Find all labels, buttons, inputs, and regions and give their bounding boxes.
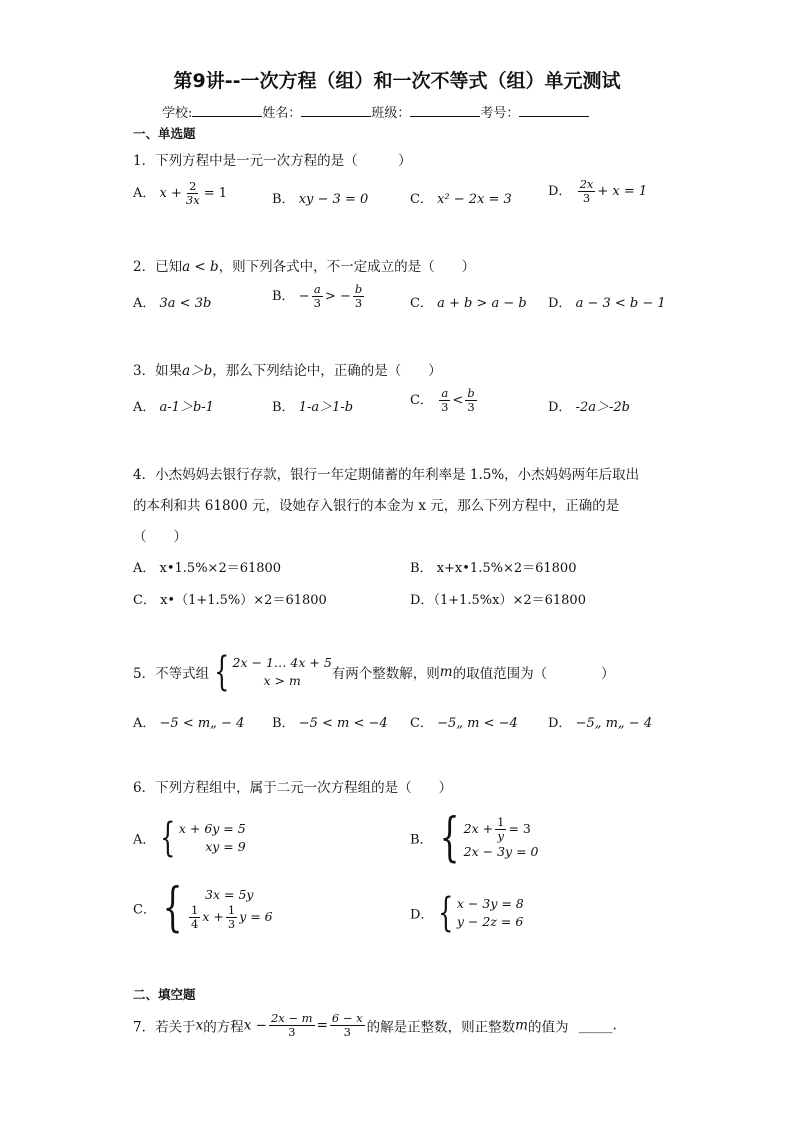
q7-answer-blank[interactable]: _____ [578, 1017, 613, 1034]
fraction: $\frac{a}{3}$ [313, 282, 321, 310]
q3-option-d[interactable] [548, 396, 630, 415]
left-brace: { [160, 815, 176, 861]
q6-option-b[interactable] [410, 808, 539, 868]
q4-option-a[interactable] [133, 557, 281, 576]
q5-a-math: −5 < m„ − 4 [159, 716, 245, 731]
section-heading-single-choice: 一、单选题 [133, 126, 196, 141]
option-label: A． [133, 186, 156, 201]
q5-option-c[interactable] [410, 712, 518, 731]
q1-option-c[interactable] [410, 188, 512, 207]
school-blank[interactable] [192, 104, 262, 117]
q4-d-math: （1+1.5%x）×2＝61800 [433, 593, 586, 608]
q2-d-math: a − 3 < b − 1 [575, 296, 666, 311]
option-label: B． [272, 192, 295, 207]
q4-c-math: x•（1+1.5%）×2＝61800 [160, 593, 327, 608]
equation-system: x + 6y = 5 xy = 9 [178, 821, 246, 854]
q6-option-d[interactable] [410, 890, 524, 936]
q2-option-a[interactable] [133, 292, 211, 311]
q4-a-math: x•1.5%×2＝61800 [159, 561, 282, 576]
question-4-line-3: （ ） [133, 529, 187, 545]
option-label: B． [272, 289, 295, 304]
option-label: D． [548, 400, 572, 415]
question-4-line-1: 4．小杰妈妈去银行存款，银行一年定期储蓄的年利率是 1.5%，小杰妈妈两年后取出 [133, 467, 640, 483]
q1-option-b[interactable] [272, 188, 368, 207]
q1-d-math: $\frac{2x}{3}$ + x = 1 [579, 177, 648, 205]
q6-option-c[interactable] [133, 878, 273, 938]
left-brace: { [438, 890, 454, 936]
class-blank[interactable] [410, 104, 480, 117]
q1-a-math: x + $\frac{2}{3x}$ = 1 [159, 179, 227, 207]
q5-d-math: −5„ m„ − 4 [575, 716, 653, 731]
q4-b-math: x+x•1.5%×2＝61800 [436, 561, 577, 576]
q3-option-a[interactable] [133, 396, 214, 415]
fraction: $\frac{1}{3}$ [227, 902, 236, 931]
left-brace: { [162, 878, 183, 938]
option-label: C． [133, 593, 156, 608]
q6-option-a[interactable] [133, 815, 246, 861]
option-label: C． [410, 296, 433, 311]
option-label: A． [133, 561, 156, 576]
q1-option-a[interactable] [133, 180, 227, 207]
fraction: $\frac{a}{3}$ [441, 386, 449, 414]
q1-b-math: xy − 3 = 0 [298, 192, 369, 207]
fraction: $\frac{2}{3x}$ [185, 179, 200, 207]
q2-b-math: − $\frac{a}{3}$ > − $\frac{b}{3}$ [298, 282, 363, 310]
question-5-stem: 5．不等式组 { 2x − 1… 4x + 5 x > m 有两个整数解，则m的取值范围为（ ） [133, 649, 615, 695]
option-label: A． [133, 832, 156, 848]
name-blank[interactable] [301, 104, 371, 117]
option-label: C． [410, 393, 433, 408]
fraction: $\frac{1}{4}$ [191, 902, 199, 931]
q4-option-c[interactable] [133, 589, 327, 608]
fraction: $\frac{6 - x}{3}$ [331, 1011, 363, 1039]
option-label: D． [548, 296, 572, 311]
option-label: B． [272, 400, 295, 415]
option-label: D． [410, 907, 434, 923]
equation-system: 3x = 5y $\frac{1}{4}$ x + $\frac{1}{3}$ y = 6 [191, 886, 273, 931]
page-title: 第9讲--一次方程（组）和一次不等式（组）单元测试 [173, 70, 621, 92]
fraction: $\frac{2x - m}{3}$ [270, 1011, 313, 1039]
q2-option-b[interactable] [272, 283, 366, 310]
q5-option-b[interactable] [272, 712, 388, 731]
fraction: $\frac{1}{y}$ [497, 814, 505, 843]
inequality-system: 2x − 1… 4x + 5 x > m [232, 655, 332, 688]
option-label: C． [410, 192, 433, 207]
q4-option-d[interactable] [410, 589, 586, 608]
option-label: A． [133, 400, 156, 415]
school-label: 学校: [162, 106, 193, 121]
equation-system: 2x + $\frac{1}{y}$ = 3 2x − 3y = 0 [463, 814, 539, 859]
q3-a-math: a-1＞b-1 [159, 400, 214, 415]
option-label: C． [410, 716, 433, 731]
q2-option-c[interactable] [410, 292, 527, 311]
left-brace: { [214, 649, 230, 695]
option-label: B． [410, 832, 433, 848]
name-label: 姓名： [262, 106, 302, 121]
q7-equation: x − $\frac{2x - m}{3}$ = $\frac{6 - x}{3}$ [243, 1011, 363, 1039]
question-1-stem: 1．下列方程中是一元一次方程的是（ ） [133, 153, 412, 169]
fraction: $\frac{b}{3}$ [354, 282, 363, 310]
section-heading-fill-in: 二、填空题 [133, 987, 196, 1002]
q1-c-math: x² − 2x = 3 [437, 192, 512, 207]
q3-option-c[interactable] [410, 387, 479, 414]
fraction: $\frac{b}{3}$ [467, 386, 475, 414]
option-label: D． [548, 716, 572, 731]
left-brace: { [439, 808, 460, 868]
student-info-line [162, 102, 589, 121]
q5-option-d[interactable] [548, 712, 652, 731]
q3-b-math: 1-a＞1-b [298, 400, 354, 415]
q3-d-math: -2a＞-2b [575, 400, 630, 415]
option-label: D． [548, 184, 572, 199]
q5-b-math: −5 < m < −4 [298, 716, 388, 731]
option-label: D． [410, 593, 434, 608]
question-4-line-2: 的本利和共 61800 元，设她存入银行的本金为 x 元，那么下列方程中，正确的是 [133, 498, 620, 514]
exam-no-blank[interactable] [519, 104, 589, 117]
q3-option-b[interactable] [272, 396, 353, 415]
fraction: $\frac{2x}{3}$ [579, 177, 594, 205]
q2-c-math: a + b > a − b [437, 296, 527, 311]
option-label: A． [133, 296, 156, 311]
q5-option-a[interactable] [133, 712, 244, 731]
q2-a-math: 3a < 3b [159, 296, 212, 311]
exam-no-label: 考号： [480, 106, 520, 121]
question-7-stem: 7．若关于x的方程x − $\frac{2x - m}{3}$ = $\frac{6 - x}{3}$ 的解是正整数，则正整数m的值为 _____. [133, 1011, 617, 1039]
question-2-stem: 2．已知a < b，则下列各式中，不一定成立的是（ ） [133, 259, 476, 275]
equation-system: x − 3y = 8 y − 2z = 6 [456, 896, 524, 929]
option-label: B． [272, 716, 295, 731]
option-label: C． [133, 902, 156, 918]
class-label: 班级： [371, 106, 411, 121]
q1-option-d[interactable] [548, 178, 647, 205]
q3-c-math: $\frac{a}{3}$ < $\frac{b}{3}$ [441, 386, 475, 414]
option-label: B． [410, 561, 433, 576]
option-label: A． [133, 716, 156, 731]
q4-option-b[interactable] [410, 557, 576, 576]
question-3-stem: 3．如果a＞b，那么下列结论中，正确的是（ ） [133, 363, 442, 379]
q5-c-math: −5„ m < −4 [437, 716, 518, 731]
question-6-stem: 6．下列方程组中，属于二元一次方程组的是（ ） [133, 780, 453, 796]
q2-option-d[interactable] [548, 292, 666, 311]
